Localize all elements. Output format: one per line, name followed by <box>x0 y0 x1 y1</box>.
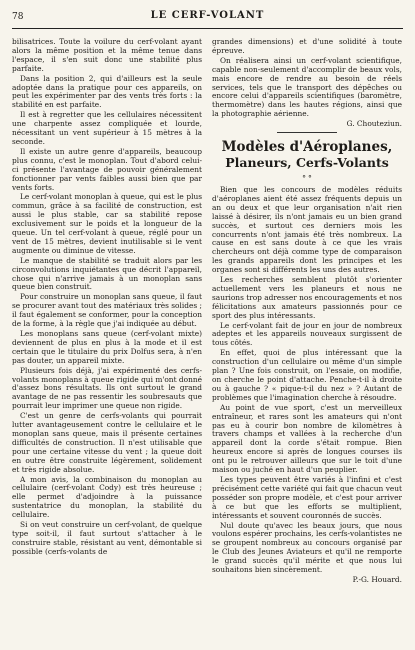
header-rule <box>12 28 403 29</box>
article-paragraph: Les types peuvent être variés à l'infini et c'est précisément cette variété qui fait que chacun veut posséder son propre modèle, et c'est pour arriver à ce but que les efforts se multiplient, intéressants et souvent couronnés de succès. <box>212 474 402 520</box>
article-paragraph: Le cerf-volant monoplan à queue, qui est le plus commun, grâce à sa facilité de construction, est aussi le plus stable, car sa stabilité repose exclusivement sur le poids et la longueur de la queue. Un tel cerf-volant à queue, réglé pour un vent de 15 mètres, devient inutilisable si le vent augmente ou diminue de vitesse. <box>12 192 202 255</box>
article-paragraph: bilisatrices. Toute la voilure du cerf-volant ayant alors la même position et la même tenue dans l'espace, il s'en suit donc une stabilité plus parfaite. <box>12 38 202 73</box>
article-paragraph: On réalisera ainsi un cerf-volant scientifique, capable non-seulement d'accomplir de beaux vols, mais encore de rendre au besoin de réels services, tels que le transport des dépêches ou encore celui d'appareils scientifiques (baromètre, thermomètre) dans les hautes régions, ainsi que la photographie aérienne. <box>212 55 402 119</box>
article-paragraph: grandes dimensions) et d'une solidité à toute épreuve. <box>212 38 402 55</box>
article-paragraph: Au point de vue sport, c'est un merveilleux entraîneur, et rares sont les amateurs qui n'ont pas eu à courir bon nombre de kilomètres à travers champs et vallées à la recherche d'un appareil dont la corde s'était rompue. Bien heureux encore si après de longues courses ils ont pu le retrouver ailleurs que sur le toit d'une maison ou juché en haut d'un peuplier. <box>212 402 402 475</box>
article-paragraph: Plusieurs fois déjà, j'ai expérimenté des cerfs-volants monoplans à queue rigide qui m'ont donné d'assez bons résultats. Ils ont surtout le grand avantage de ne pas ressentir les soubresauts que pourrait leur imprimer une queue non rigide. <box>12 365 202 411</box>
author-signature: G. Chouteziun. <box>346 119 402 129</box>
article-paragraph: Il est à regretter que les cellulaires nécessitent une charpente assez compliquée et lourde, nécessitant un vent supérieur à 15 mètres à la seconde. <box>12 110 202 146</box>
right-column <box>212 38 402 643</box>
left-column <box>12 38 202 643</box>
article-paragraph: Les recherches semblent plutôt s'orienter actuellement vers les planeurs et nous ne saurions trop adresser nos encouragements et nos félicitations aux amateurs passionnés pour ce sport des plus intéressants. <box>212 275 402 320</box>
ornament-icon: ⚬⚬ <box>301 173 313 182</box>
section-divider <box>277 132 337 133</box>
article-paragraph: En effet, quoi de plus intéressant que la construction d'un cellulaire ou même d'un simple plan ? Une fois construit, on l'essaie, on modifie, on cherche le point d'attache. Penche-t-il à droite ou à gauche ? « pique-t-il du nez » ? Autant de problèmes que l'imagination cherche à résoudre. <box>212 348 402 402</box>
article-paragraph: Pour construire un monoplan sans queue, il faut se procurer avant tout des matériaux très solides ; il faut également se conformer, pour la conception de la forme, à la règle que j'ai indiquée au début. <box>12 292 202 329</box>
page-header <box>12 10 403 26</box>
article-paragraph: A mon avis, la combinaison du monoplan au cellulaire (cerf-volant Cody) est très heureuse ; elle permet d'adjoindre à la puissance sustentatrice du monoplan, la stabilité du cellulaire. <box>12 474 202 520</box>
article-paragraph: Si on veut construire un cerf-volant, de quelque type soit-il, il faut surtout s'attacher à le construire stable, résistant au vent, démontable si possible (cerfs-volants de <box>12 520 202 556</box>
page-number: 78 <box>12 12 24 22</box>
article-paragraph: Nul doute qu'avec les beaux jours, que nous voulons espérer prochains, les cerfs-volantistes ne se groupent nombreux au concours organisé par le Club des Jeunes Aviateurs et qu'il ne remporte le grand succès qu'il mérite et que nous lui souhaitons bien sincèrement. <box>212 520 402 575</box>
article-paragraph: Le manque de stabilité se traduit alors par les circonvolutions inquiétantes que décrit l'appareil, chose qui n'arrive jamais à un monoplan sans queue bien construit. <box>12 255 202 292</box>
article-paragraph: Les monoplans sans queue (cerf-volant mixte) deviennent de plus en plus à la mode et il est certain que le titulaire du prix Dolfus sera, à n'en pas douter, un appareil mixte. <box>12 329 202 365</box>
article-paragraph: Dans la position 2, qui d'ailleurs est la seule adoptée dans la pratique pour ces appareils, on peut les expérimenter par des vents très forts : la stabilité en est parfaite. <box>12 73 202 110</box>
article-paragraph: Il existe un autre genre d'appareils, beaucoup plus connu, c'est le monoplan. Tout d'abord celui-ci présente l'avantage de pouvoir généralement fonctionner par vents faibles aussi bien que par vents forts. <box>12 146 202 192</box>
article-paragraph: Le cerf-volant fait de jour en jour de nombreux adeptes et les appareils nouveaux surgissent de tous côtés. <box>212 320 402 348</box>
section-title: Modèles d'Aéroplanes, <box>221 139 393 156</box>
article-paragraph: C'est un genre de cerfs-volants qui pourrait lutter avantageusement contre le cellulaire et le monoplan sans queue, mais il présente certaines difficultés de construction. Il n'est utilisable que pour une certaine vitesse du vent ; la queue doit en outre être construite légèrement, solidement et très rigide absolue. <box>12 411 202 474</box>
running-title: LE CERF-VOLANT <box>150 10 265 21</box>
author-signature: P.-G. Houard. <box>352 574 402 584</box>
section-subtitle: Planeurs, Cerfs-Volants <box>225 155 389 171</box>
article-paragraph: Bien que les concours de modèles réduits d'aéroplanes aient été assez fréquents depuis un an ou deux et que leur organisation n'ait rien laissé à désirer, ils n'ont jamais eu un bien grand succès, et surtout ces derniers mois les concurrents n'ont jamais été très nombreux. La cause en est sans doute à ce que les vrais chercheurs ont déjà comme type de comparaison les grands appareils dont les principes et les organes sont si différents les uns des autres. <box>212 184 402 275</box>
